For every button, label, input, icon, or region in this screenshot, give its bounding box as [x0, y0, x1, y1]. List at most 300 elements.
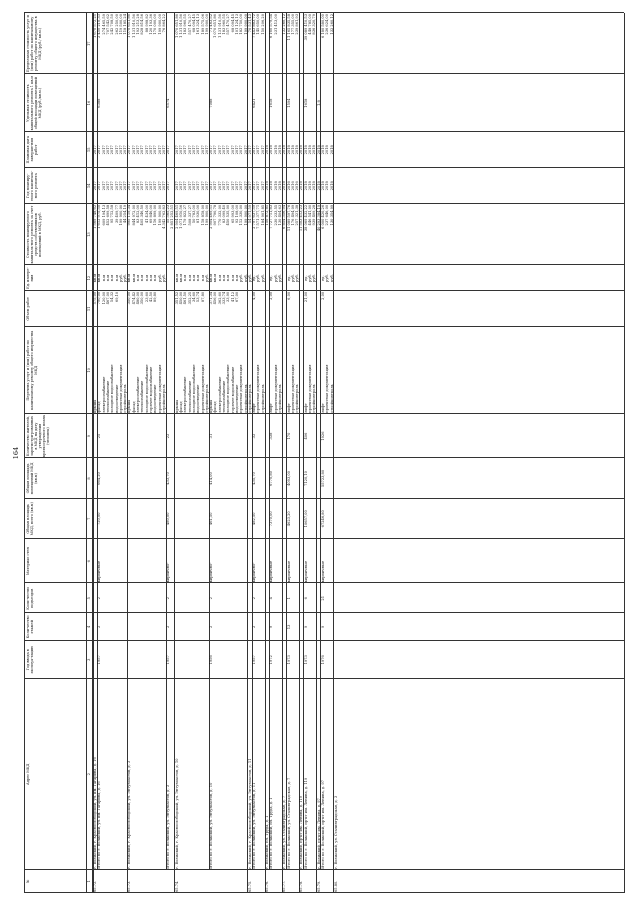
work-volume: 89,80: [153, 291, 158, 303]
work-limit-cost: 262 250,00: [114, 14, 119, 35]
work-item: водоотведение: [153, 384, 158, 413]
work-item: водоотведение: [196, 384, 201, 413]
row-entrances: 6: [303, 597, 308, 600]
work-end-date: 2017: [101, 145, 106, 155]
row-number: 65.78.: [299, 880, 304, 892]
work-unit: руб.: [273, 274, 278, 282]
work-cost: 6 000 420,26: [320, 204, 325, 229]
column-border: [24, 678, 624, 679]
work-item: крыша: [93, 399, 97, 413]
work-cost: 199 900,00: [118, 204, 123, 226]
work-end-date: 2018: [269, 145, 274, 155]
capital-repair-table: [24, 13, 624, 893]
work-limit-cost: 118 185,24: [123, 14, 128, 35]
work-volume: 120,00: [101, 291, 106, 305]
work-volume: 4,00: [252, 291, 257, 300]
row-unit-cost: 1618: [303, 98, 308, 108]
row-number: [209, 871, 213, 892]
row-floors: 2: [166, 625, 171, 629]
work-year: 2017: [161, 181, 166, 191]
work-limit-cost: 150 206,20: [260, 14, 265, 35]
work-end-date: 2017: [127, 145, 132, 155]
column-border: [24, 167, 624, 168]
work-year: 2017: [166, 181, 171, 191]
work-limit-cost: 183 960,55: [183, 14, 188, 35]
row-area-total: [334, 500, 338, 538]
work-year: 2017: [179, 181, 183, 191]
row-area-total: 10657,00: [303, 510, 308, 528]
work-volume: 352,25: [187, 291, 192, 305]
work-unit: ед.: [286, 275, 291, 281]
work-cost: 2 851 252,51: [170, 204, 175, 229]
work-cost: 199 900,00: [157, 204, 162, 226]
work-item: проектная документация: [290, 364, 295, 413]
work-year: 2017: [191, 181, 196, 191]
row-floors: 9: [303, 625, 308, 629]
row-commission-year: 1957: [97, 655, 102, 665]
column-border: [24, 583, 624, 584]
work-unit: п.м: [200, 274, 205, 282]
work-limit-cost: 557 470,27: [187, 14, 192, 35]
row-unit-cost: 1594: [286, 98, 291, 108]
row-entrances: 4: [269, 597, 274, 600]
row-commission-year: 1956: [209, 655, 214, 665]
row-unit-cost: 6388: [97, 98, 102, 108]
column-number: 12: [87, 275, 91, 281]
row-wall-material: [334, 540, 338, 583]
work-item: крыша: [174, 399, 179, 413]
work-unit: п.м: [230, 274, 235, 282]
work-unit: руб.: [260, 274, 265, 282]
column-border: [24, 413, 624, 414]
work-volume: 41,12: [230, 291, 235, 303]
work-end-date: 2018: [265, 145, 269, 155]
row-floors: 2: [97, 625, 102, 629]
row-area-rooms: 4093,00: [286, 471, 291, 486]
work-item: водоотведение: [114, 384, 119, 413]
work-item: теплоснабжение: [105, 380, 110, 413]
work-volume: 480,00: [136, 291, 140, 305]
row-unit-cost: 1618: [269, 98, 274, 108]
work-item: фасад: [179, 401, 183, 413]
column-number: 17: [87, 41, 91, 47]
work-item: стройконтроль: [243, 384, 248, 413]
work-year: 2017: [174, 181, 179, 191]
work-item: лифт: [320, 403, 325, 413]
work-cost: 44 254,19: [123, 204, 128, 224]
column-header: Общая площадь МКД, всего (кв.м): [26, 502, 35, 536]
work-end-date: 2017: [97, 145, 102, 155]
work-volume: 790,00: [97, 291, 102, 305]
work-cost: 55 565,23: [166, 204, 171, 224]
work-year: 2017: [222, 181, 226, 191]
page-number: 164: [12, 446, 20, 460]
column-number: 15: [87, 147, 91, 153]
work-limit-cost: 132 260,12: [329, 14, 334, 35]
work-unit: руб.: [329, 274, 334, 282]
work-limit-cost: 231 413,00: [273, 14, 278, 35]
work-year: 2017: [140, 181, 145, 191]
row-floors: 2: [209, 625, 214, 629]
work-limit-cost: 199 900,00: [243, 14, 248, 35]
column-number: 5: [87, 597, 91, 600]
work-year: 2017: [187, 181, 192, 191]
work-item: крыша: [127, 399, 132, 413]
column-header: Плановая дата заверше-ния работ: [26, 136, 39, 164]
work-year: 2017: [127, 181, 132, 191]
work-end-date: 2017: [144, 145, 149, 155]
work-cost: 38 069 432,22: [303, 204, 308, 232]
work-unit: руб.: [277, 274, 282, 282]
column-number: 16: [87, 100, 91, 106]
work-year: 2017: [234, 181, 239, 191]
rotated-table-sheet: [12, 13, 627, 893]
work-year: 2016: [295, 181, 300, 191]
work-item: проектная документация: [200, 364, 205, 413]
row-area-rooms: [127, 459, 131, 497]
work-year: 2017: [153, 181, 158, 191]
work-unit: кв.м: [213, 273, 218, 283]
work-end-date: 2018: [290, 145, 295, 155]
work-limit-cost: 242 708,50: [110, 14, 115, 35]
work-limit-cost: 1 131 910,56: [217, 14, 222, 39]
row-wall-material: [127, 540, 131, 583]
work-limit-cost: 71 463,52: [209, 14, 214, 33]
work-item: стройконтроль: [312, 384, 317, 413]
work-volume: 350,00: [127, 291, 132, 305]
work-item: проектная документация: [256, 364, 261, 413]
work-cost: 405 346,50: [140, 204, 145, 226]
row-area-total: 4623,20: [286, 511, 291, 527]
row-area-rooms: 414,00: [209, 472, 214, 485]
work-unit: руб.: [204, 274, 209, 282]
work-volume: 456,00: [213, 291, 218, 305]
work-cost: 184 901,85: [260, 204, 265, 226]
row-number: 65.79.: [316, 880, 321, 892]
work-year: 2017: [101, 181, 106, 191]
row-residents: [175, 415, 179, 458]
work-cost: 199 900,00: [204, 204, 209, 226]
work-end-date: 2017: [179, 145, 183, 155]
work-year: 2018: [299, 181, 304, 191]
row-wall-material: кирпично-: [166, 562, 171, 583]
row-residents: 25: [97, 433, 102, 439]
row-number: [321, 871, 325, 892]
column-number: 3: [87, 658, 91, 661]
row-floors: [175, 614, 179, 640]
column-header: Адрес МКД: [26, 763, 30, 785]
work-item: проектная документация: [325, 364, 330, 413]
work-end-date: 2018: [303, 145, 308, 155]
work-item: стройконтроль: [260, 384, 265, 413]
column-number: 14: [87, 183, 91, 189]
work-unit: кв.м: [179, 273, 183, 283]
row-number: 65.72.: [93, 880, 97, 892]
row-address: г. Волжский, г. Краснослободский, ул. Энтузиастов, д. 11: [247, 758, 252, 869]
row-address: Итого по г. Волжский, ул. Энтузиастов, д. 3: [166, 784, 171, 869]
work-year: 2017: [256, 181, 261, 191]
row-area-total: 461,50: [209, 512, 214, 526]
column-number: 2: [87, 773, 91, 776]
work-unit: руб.: [243, 274, 248, 282]
work-cost: 69 846,00: [148, 204, 153, 224]
row-floors: 13: [286, 624, 291, 630]
work-unit: п.м: [222, 274, 226, 282]
work-year: 2017: [136, 181, 140, 191]
work-end-date: 2018: [277, 145, 282, 155]
column-header: Год ввода в эксплуа-тацию: [26, 645, 35, 674]
row-unit-cost: 7088: [209, 98, 214, 108]
work-end-date: 2017: [217, 145, 222, 155]
row-address: Итого по г. Волжский, ул. Энтузиастов, д. 10: [209, 782, 214, 869]
work-unit: п.м: [148, 274, 153, 282]
column-border: [24, 613, 624, 614]
work-end-date: 2017: [183, 145, 188, 155]
work-cost: 907 790,78: [213, 204, 218, 226]
work-item: стройконтроль: [295, 384, 300, 413]
column-number: 4: [87, 625, 91, 629]
work-limit-cost: 6 160 579,54: [269, 14, 274, 39]
work-year: 2017: [217, 181, 222, 191]
work-year: 2017: [114, 181, 119, 191]
work-item: холодное водоснабжение: [191, 364, 196, 413]
work-cost: 6 854 356,94: [282, 204, 287, 229]
work-item: крыша: [209, 399, 214, 413]
work-unit: п.м: [234, 274, 239, 282]
row-number: 65.77.: [282, 880, 287, 892]
work-unit: кв.м: [174, 273, 179, 283]
column-border: [24, 290, 624, 291]
work-limit-cost: 177 355,00: [290, 14, 295, 35]
work-item: проектная документация: [308, 364, 312, 413]
work-unit: кв.м: [93, 273, 97, 283]
work-item: проектная документация: [118, 364, 123, 413]
work-volume: 6,00: [286, 291, 291, 300]
work-unit: кв.м: [97, 273, 102, 283]
work-cost: 446 541,00: [308, 204, 312, 226]
work-limit-cost: 1 131 910,56: [179, 14, 183, 39]
work-unit: п.м: [217, 274, 222, 282]
work-volume: 87,80: [200, 291, 205, 303]
work-volume: 67,00: [234, 291, 239, 303]
work-limit-cost: 182 750,00: [239, 14, 244, 35]
column-border: [24, 538, 624, 539]
work-limit-cost: 39 089 410,53: [303, 14, 308, 41]
work-item: лифт: [286, 403, 291, 413]
row-area-rooms: 664,20: [97, 472, 102, 485]
work-year: 2017: [131, 181, 136, 191]
work-volume: 33,90: [226, 291, 231, 303]
row-entrances: 2: [97, 597, 102, 600]
row-entrances: 2: [209, 597, 214, 600]
row-address: г. Волжский, ул. Сталинградская, д. 3: [333, 795, 338, 869]
work-item: теплоснабжение: [187, 380, 192, 413]
row-unit-cost: [127, 76, 131, 131]
column-header: Коли-чество подъездов: [26, 586, 35, 610]
row-area-total: 67246,80: [320, 510, 325, 528]
row-address: Итого по г. Волжский, ул. им. Гагарина, д. 16: [97, 781, 102, 869]
row-wall-material: кирпичные: [269, 560, 274, 583]
work-cost: 939 409,28: [312, 204, 317, 226]
row-floors: [334, 614, 338, 640]
row-residents: [334, 415, 338, 458]
row-area-total: 480,00: [166, 512, 171, 526]
work-end-date: 2017: [234, 145, 239, 155]
work-end-date: 2017: [256, 145, 261, 155]
row-unit-cost: 6421: [252, 98, 257, 108]
column-header: Общая площадь помещений МКД (кв.м): [26, 462, 39, 495]
row-address: г. Волжский, пр-кт им. Ленина, д. 119: [299, 795, 304, 869]
row-number: [287, 871, 291, 892]
row-commission-year: 1957: [166, 655, 171, 665]
row-number: [166, 871, 170, 892]
work-end-date: 2018: [299, 145, 304, 155]
column-border: [24, 265, 624, 266]
work-end-date: 2017: [191, 145, 196, 155]
work-cost: 130 354,99: [329, 204, 334, 226]
work-unit: п.м: [140, 274, 145, 282]
work-end-date: 2017: [230, 145, 235, 155]
work-year: 2018: [320, 181, 325, 191]
work-volume: 333,74: [222, 291, 226, 305]
row-entrances: [127, 584, 131, 612]
work-item: стройконтроль: [123, 384, 128, 413]
work-unit: кв.м: [131, 273, 136, 283]
work-limit-cost: 199 900,00: [204, 14, 209, 35]
row-number: [252, 871, 256, 892]
column-header: №: [26, 879, 30, 883]
row-area-total: 720,00: [97, 512, 102, 526]
row-wall-material: кирпичные: [97, 560, 102, 583]
row-address: Итого по г. Волжский, пл. Труда, д. 1: [269, 797, 274, 869]
work-cost: 452 699,58: [105, 204, 110, 226]
work-unit: руб.: [118, 274, 123, 282]
work-year: 2018: [303, 181, 308, 191]
work-end-date: 2017: [247, 145, 252, 155]
work-year: 2017: [148, 181, 153, 191]
work-limit-cost: 88 998,82: [144, 14, 149, 33]
work-volume: 53,74: [196, 291, 201, 303]
work-item: холодное водоснабжение: [144, 364, 149, 413]
work-limit-cost: 7 443 883,72: [252, 14, 257, 39]
work-limit-cost: 6 180 580,00: [320, 14, 325, 39]
work-cost: 609 194,13: [101, 204, 106, 226]
row-area-total: 7370,00: [269, 511, 274, 527]
work-unit: кв.м: [127, 273, 132, 283]
work-unit: руб.: [256, 274, 261, 282]
work-cost: 2 797 637,59: [252, 204, 257, 229]
work-unit: п.м: [114, 274, 119, 282]
work-limit-cost: 132 260,12: [282, 14, 287, 35]
work-item: стройконтроль: [247, 384, 252, 413]
work-year: 2018: [265, 181, 269, 191]
work-year: 2018: [316, 181, 321, 191]
work-limit-cost: 119 500,00: [118, 14, 123, 35]
column-border: [24, 203, 624, 204]
row-floors: 2: [252, 625, 257, 629]
row-wall-material: кирпичные: [286, 560, 291, 583]
work-item: электроснабжение: [183, 376, 188, 413]
column-number: 8: [87, 477, 91, 480]
work-year: 2017: [230, 181, 235, 191]
work-cost: 179 822,27: [183, 204, 188, 226]
row-address: г. Волжский, пл. Труда, д. 1: [265, 815, 269, 869]
work-item: проектная документация: [273, 364, 278, 413]
work-volume: 362,60: [217, 291, 222, 305]
row-number: 65.76.: [265, 880, 269, 892]
work-end-date: 2017: [123, 145, 128, 155]
row-residents: 22: [166, 433, 171, 439]
row-area-rooms: 6770,80: [269, 471, 274, 486]
row-address: Итого по г. Волжский, ул. Сталинградская, д. 7: [286, 777, 291, 869]
work-end-date: 2018: [273, 145, 278, 155]
work-end-date: 2017: [222, 145, 226, 155]
work-end-date: 2017: [93, 145, 97, 155]
work-end-date: 2017: [161, 145, 166, 155]
work-cost: 230 233,55: [273, 204, 278, 226]
row-residents: 31: [209, 433, 214, 439]
work-unit: ед.: [303, 275, 308, 281]
work-item: проектная документация: [239, 364, 244, 413]
work-item: лифт: [252, 403, 257, 413]
work-unit: п.м: [101, 274, 106, 282]
work-year: 2018: [325, 181, 330, 191]
work-cost: 92 108,00: [234, 204, 239, 224]
work-end-date: 2017: [209, 145, 214, 155]
column-border: [24, 326, 624, 327]
row-commission-year: 1972: [269, 655, 274, 665]
work-limit-cost: 2 450 210,33: [97, 14, 102, 39]
work-cost: 112 330,00: [239, 204, 244, 226]
work-item: электроснабжение: [136, 376, 140, 413]
work-item: фасад: [213, 401, 218, 413]
work-unit: руб.: [295, 274, 300, 282]
work-cost: 39 409,77: [114, 204, 119, 224]
work-unit: руб.: [123, 274, 128, 282]
row-unit-cost: [321, 76, 325, 131]
work-item: электроснабжение: [101, 376, 106, 413]
work-unit: руб.: [312, 274, 317, 282]
work-item: холодное водоснабжение: [110, 364, 115, 413]
work-item: теплоснабжение: [140, 380, 145, 413]
work-cost: 50 783,00: [191, 204, 196, 224]
row-number: 65.80.: [333, 880, 338, 892]
work-year: 2017: [110, 181, 115, 191]
row-number: [269, 871, 273, 892]
column-number: 9: [87, 434, 91, 438]
work-unit: руб.: [308, 274, 312, 282]
work-volume: 450,00: [179, 291, 183, 305]
work-end-date: 2018: [282, 145, 287, 155]
row-floors: 9: [320, 625, 325, 629]
row-area-rooms: 55723,80: [320, 469, 325, 488]
row-address: г. Волжский, г. Краснослободский, ул. им. Гагарина, д. 16: [93, 757, 97, 869]
work-unit: руб.: [290, 274, 295, 282]
column-header: Коли-чество этажей: [26, 615, 35, 639]
work-limit-cost: 145 650,00: [256, 14, 261, 35]
work-unit: п.м: [196, 274, 201, 282]
row-entrances: [334, 584, 338, 612]
work-end-date: 2017: [200, 145, 205, 155]
work-cost: 1 071 910,56: [179, 204, 183, 229]
work-item: лифт: [303, 403, 308, 413]
column-number: 6: [87, 560, 91, 563]
work-volume: 474,42: [131, 291, 136, 305]
row-residents: 406: [303, 432, 308, 440]
work-item: водоотведение: [234, 384, 239, 413]
work-item: стройконтроль: [204, 384, 209, 413]
work-limit-cost: 1 070 651,86: [213, 14, 218, 39]
